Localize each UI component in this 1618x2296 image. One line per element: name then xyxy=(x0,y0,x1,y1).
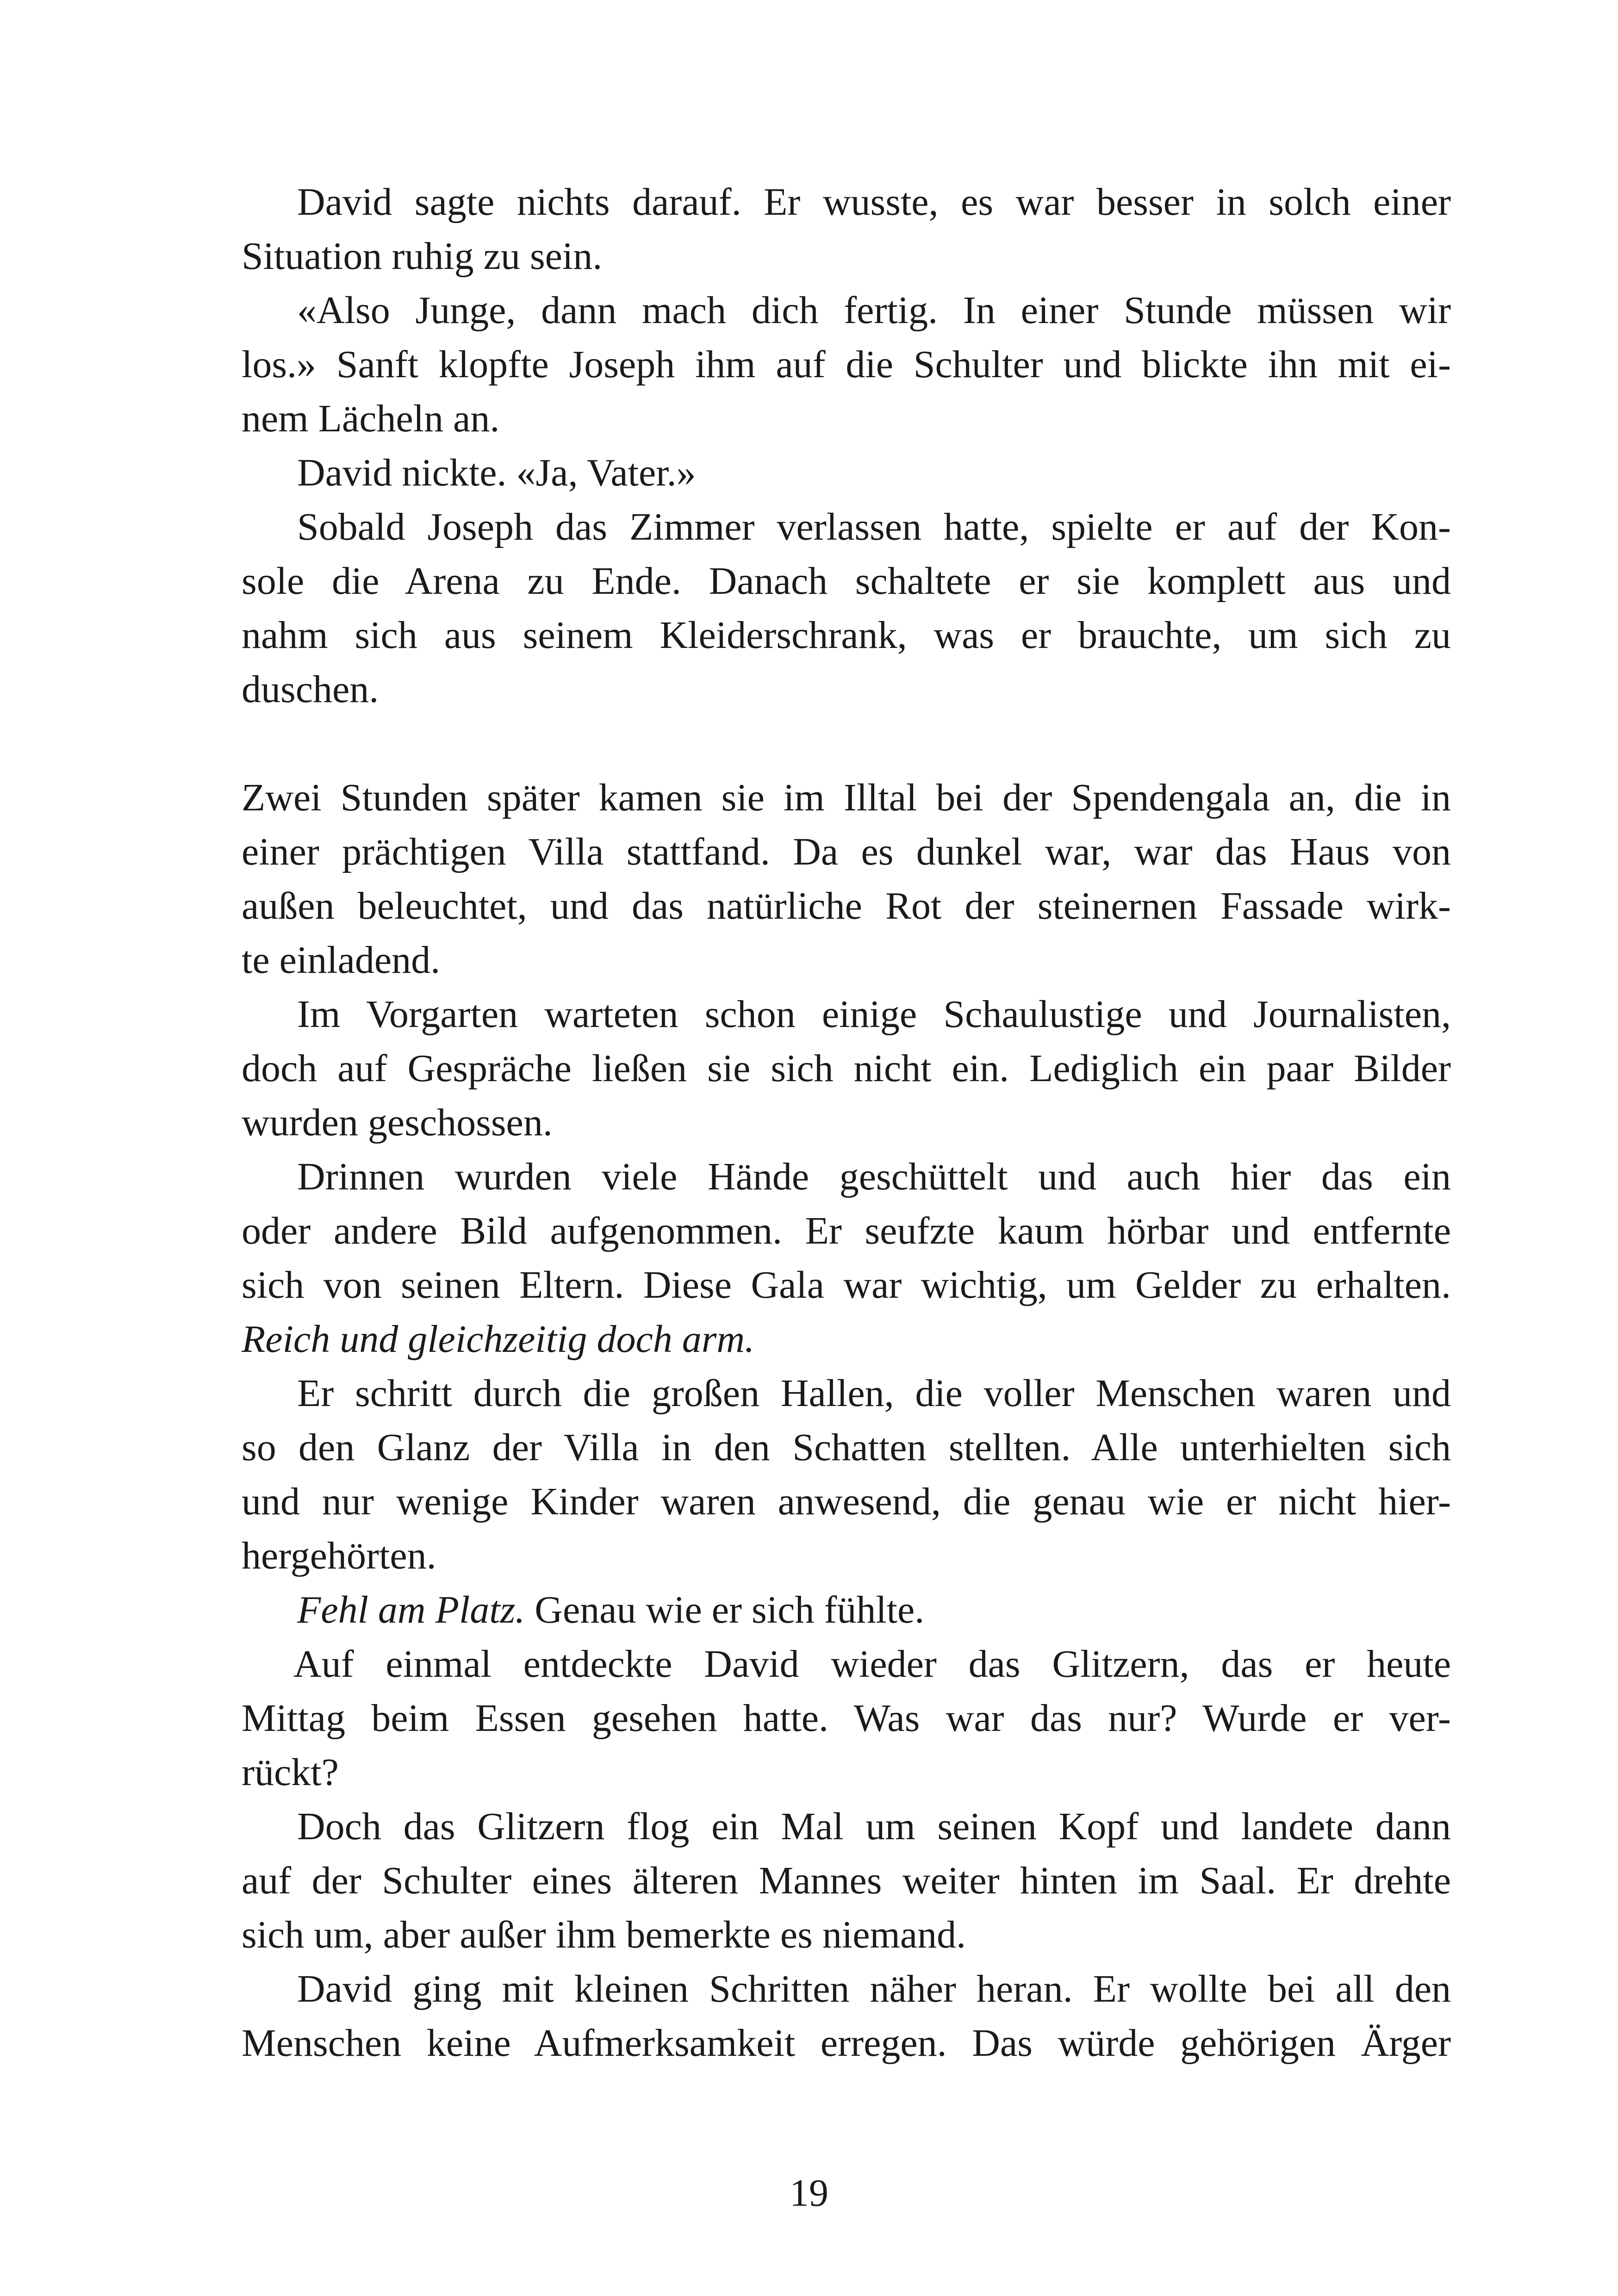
section-break xyxy=(242,716,1451,771)
text-line: David nickte. «Ja, Vater.» xyxy=(297,451,696,494)
text-line: rückt? xyxy=(242,1751,339,1794)
text-line: Situation ruhig zu sein. xyxy=(242,235,603,278)
text-line: David sagte nichts darauf. Er wusste, es war besser in solch einer xyxy=(297,180,1451,224)
text-line: außen beleuchtet, und das natürliche Rot der steinernen Fassade wirk- xyxy=(242,884,1451,927)
text-line: sole die Arena zu Ende. Danach schaltete er sie komplett aus und xyxy=(242,560,1451,603)
text-line: los.» Sanft klopfte Joseph ihm auf die Schulter und blickte ihn mit ei- xyxy=(242,343,1451,386)
text-line: so den Glanz der Villa in den Schatten stellten. Alle unterhielten sich xyxy=(242,1426,1451,1469)
text-line: oder andere Bild aufgenommen. Er seufzte kaum hörbar und entfernte xyxy=(242,1209,1451,1252)
text-segment: Genau wie er sich fühlte. xyxy=(525,1588,925,1631)
text-line: Zwei Stunden später kamen sie im Illtal bei der Spendengala an, die in xyxy=(242,776,1451,819)
text-line-italic: Reich und gleichzeitig doch arm. xyxy=(242,1318,755,1361)
text-line: Doch das Glitzern flog ein Mal um seinen Kopf und landete dann xyxy=(297,1805,1451,1848)
text-line: einer prächtigen Villa stattfand. Da es dunkel war, war das Haus von xyxy=(242,830,1451,873)
text-line: Menschen keine Aufmerksamkeit erregen. Das würde gehörigen Ärger xyxy=(242,2022,1451,2065)
text-line: Mittag beim Essen gesehen hatte. Was war das nur? Wurde er ver- xyxy=(242,1697,1451,1740)
italic-phrase: Fehl am Platz. xyxy=(297,1588,525,1631)
page-number: 19 xyxy=(790,2172,828,2215)
text-line: sich um, aber außer ihm bemerkte es niemand. xyxy=(242,1913,966,1956)
text-line: duschen. xyxy=(242,668,379,711)
body-text xyxy=(242,175,1451,2070)
text-line: doch auf Gespräche ließen sie sich nicht ein. Lediglich ein paar Bilder xyxy=(242,1047,1451,1090)
text-line: Im Vorgarten warteten schon einige Schaulustige und Journalisten, xyxy=(297,993,1451,1036)
text-line: David ging mit kleinen Schritten näher heran. Er wollte bei all den xyxy=(297,1967,1451,2010)
text-line: Er schritt durch die großen Hallen, die voller Menschen waren und xyxy=(297,1372,1451,1415)
text-line: Sobald Joseph das Zimmer verlassen hatte, spielte er auf der Kon- xyxy=(297,505,1451,548)
text-line: nem Lächeln an. xyxy=(242,397,500,440)
text-line: und nur wenige Kinder waren anwesend, die genau wie er nicht hier- xyxy=(242,1480,1451,1523)
text-line: auf der Schulter eines älteren Mannes weiter hinten im Saal. Er drehte xyxy=(242,1859,1451,1902)
text-line: «Also Junge, dann mach dich fertig. In einer Stunde müssen wir xyxy=(297,289,1451,332)
text-line: Auf einmal entdeckte David wieder das Glitzern, das er heute xyxy=(293,1643,1451,1686)
text-line: wurden geschossen. xyxy=(242,1101,553,1144)
text-line: hergehörten. xyxy=(242,1534,436,1577)
text-line: nahm sich aus seinem Kleiderschrank, was er brauchte, um sich zu xyxy=(242,614,1451,657)
text-line: Drinnen wurden viele Hände geschüttelt und auch hier das ein xyxy=(297,1155,1451,1198)
text-line xyxy=(242,1583,1451,1637)
text-line: te einladend. xyxy=(242,939,441,982)
text-line: sich von seinen Eltern. Diese Gala war wichtig, um Gelder zu erhalten. xyxy=(242,1263,1451,1307)
